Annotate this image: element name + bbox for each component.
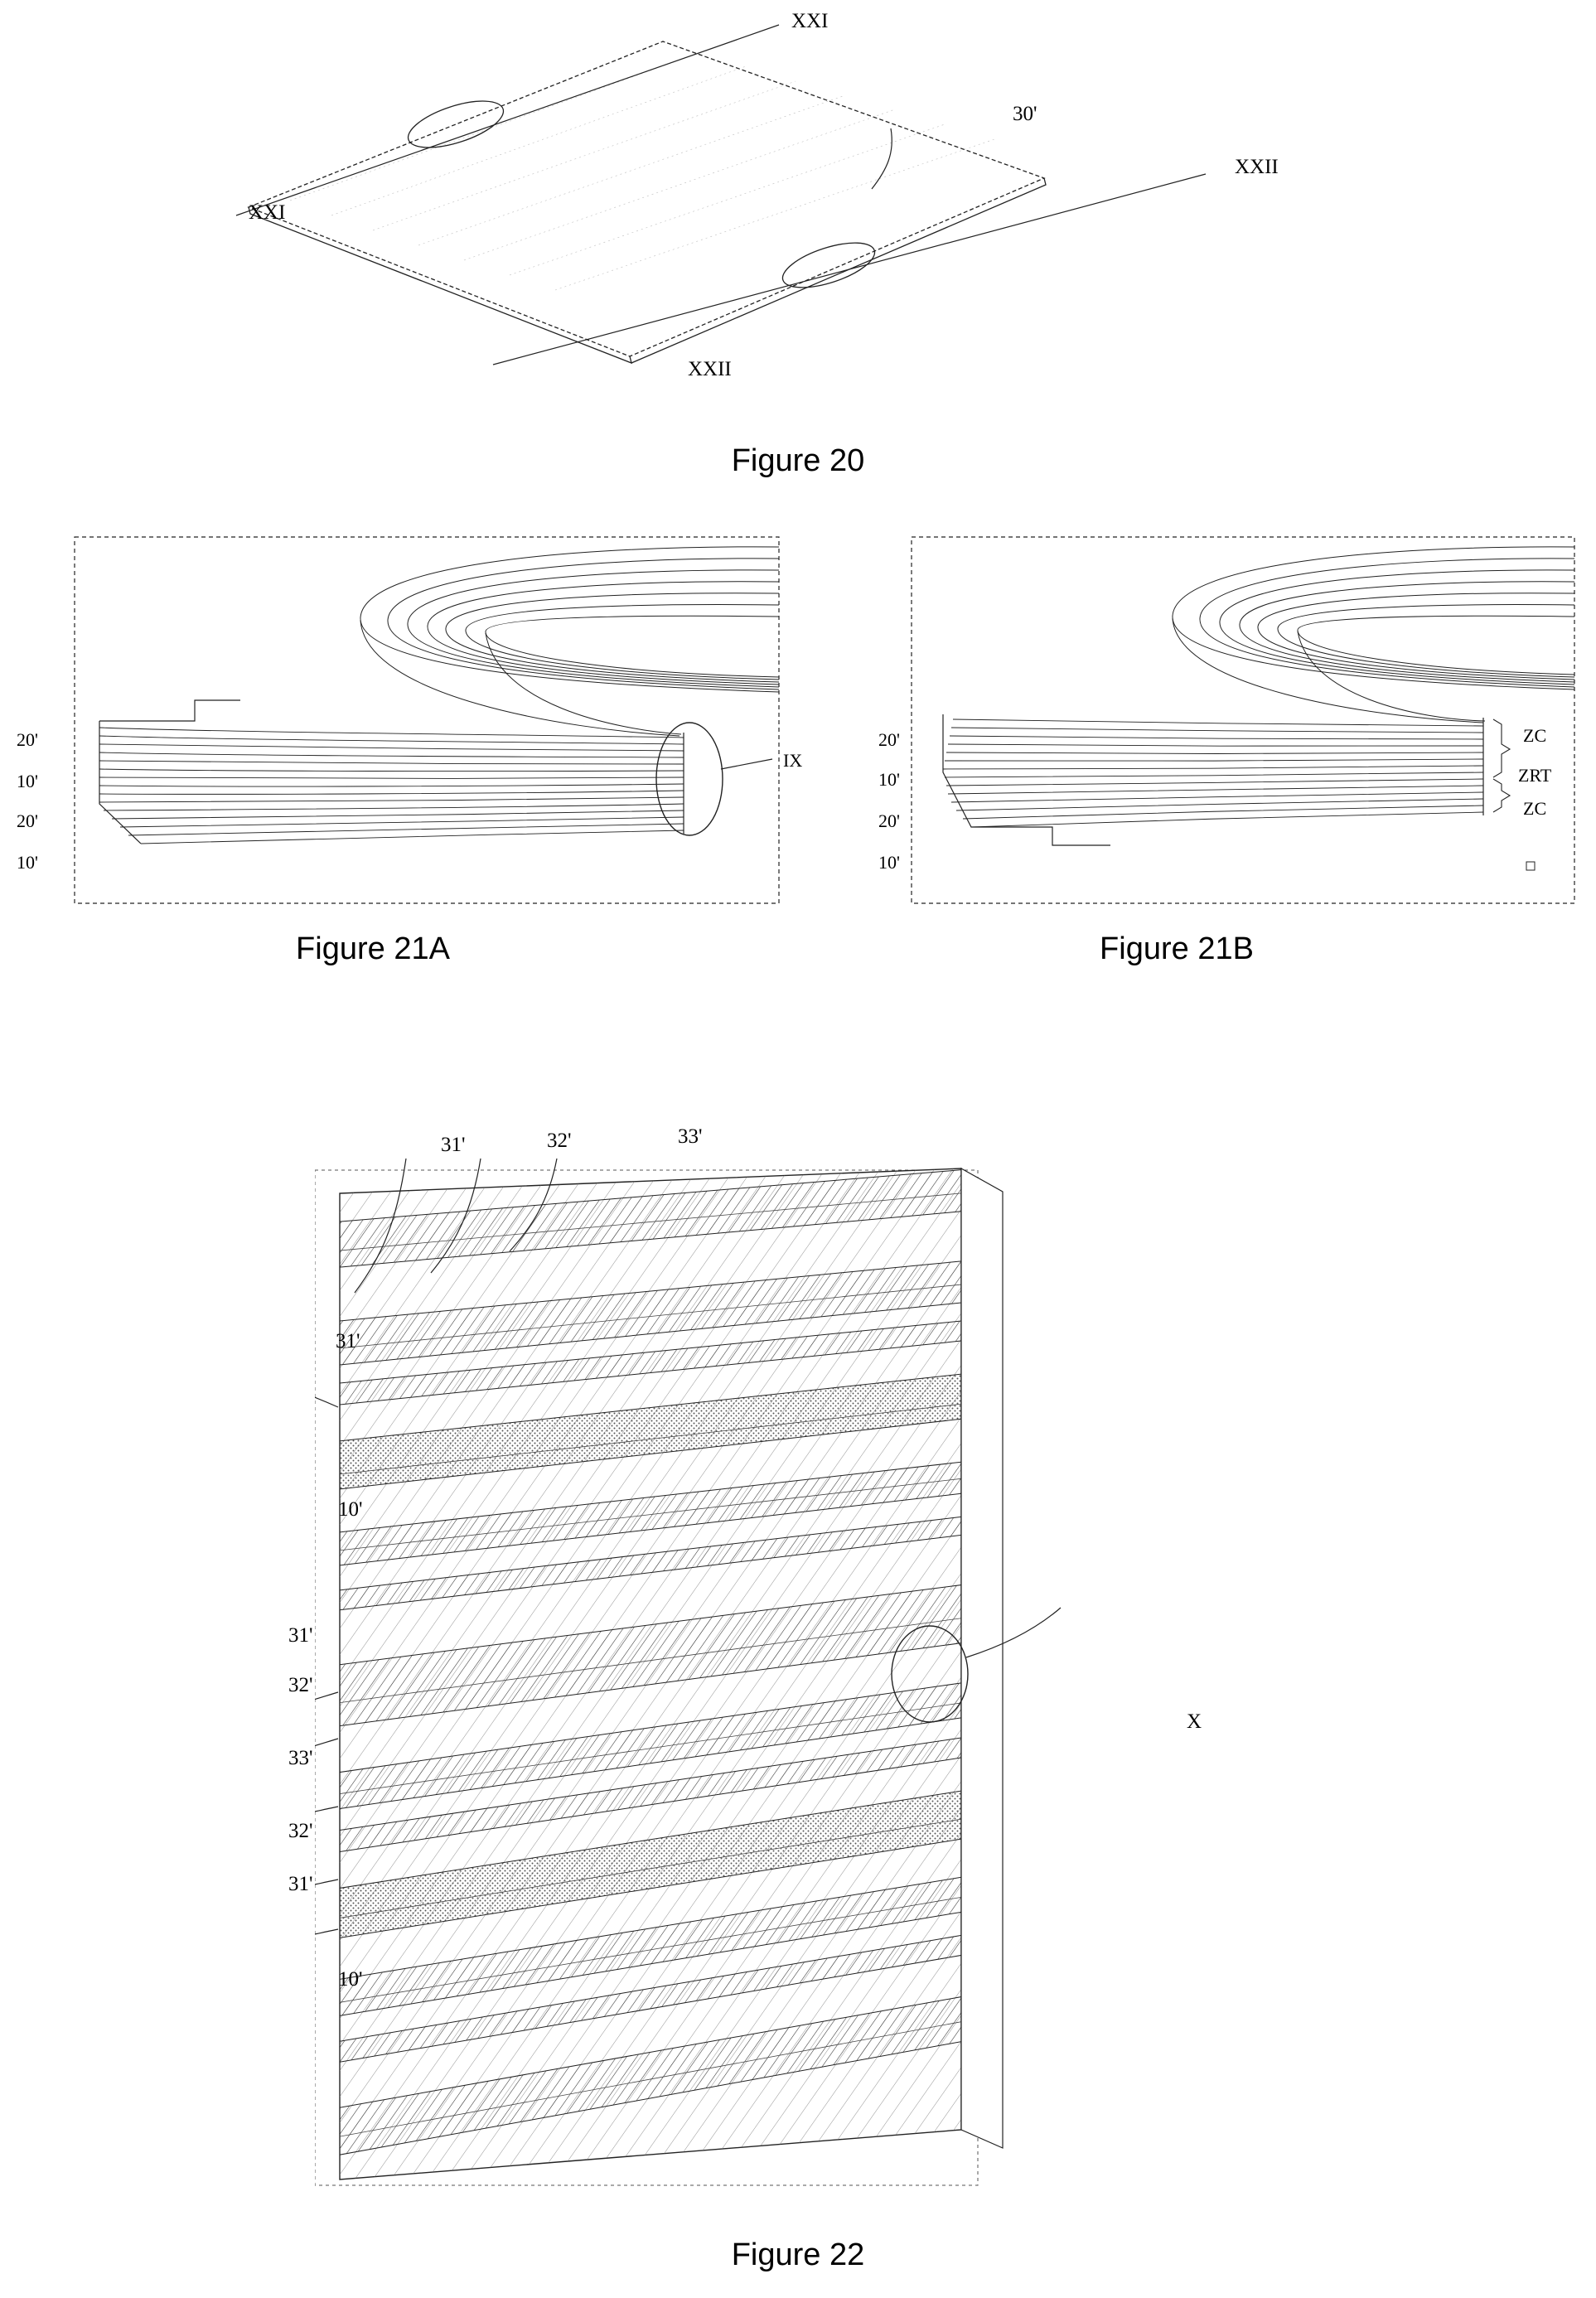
figure-20-caption: Figure 20 xyxy=(731,443,865,478)
figure-21a-drawing xyxy=(66,530,796,920)
label-20prime-b2: 20' xyxy=(878,810,900,831)
label-zc-top: ZC xyxy=(1523,725,1547,746)
label-10prime-a2: 10' xyxy=(17,852,38,873)
label-31prime-left1: 31' xyxy=(336,1330,360,1352)
label-zrt: ZRT xyxy=(1518,765,1552,786)
label-31prime-top: 31' xyxy=(441,1134,466,1156)
label-zc-bottom: ZC xyxy=(1523,798,1547,819)
label-xxii-right: XXII xyxy=(1235,156,1279,178)
label-x-right: X xyxy=(1187,1710,1202,1733)
label-10prime-a1: 10' xyxy=(17,771,38,791)
label-10prime-left2: 10' xyxy=(338,1968,363,1991)
label-31prime-left3: 31' xyxy=(288,1873,313,1895)
label-xxi-left: XXI xyxy=(249,201,286,224)
label-xxii-bottom: XXII xyxy=(688,358,732,380)
label-10prime-left1: 10' xyxy=(338,1498,363,1521)
figure-20-drawing xyxy=(199,8,1409,414)
label-20prime-b1: 20' xyxy=(878,729,900,750)
label-20prime-a2: 20' xyxy=(17,810,38,831)
label-ix: IX xyxy=(783,750,803,771)
figure-22-drawing xyxy=(315,1144,1276,2213)
label-10prime-b2: 10' xyxy=(878,852,900,873)
label-33prime-top: 33' xyxy=(678,1125,703,1148)
label-10prime-b1: 10' xyxy=(878,769,900,790)
figure-22-caption: Figure 22 xyxy=(731,2238,865,2272)
figure-21b-drawing xyxy=(903,530,1583,920)
figure-21b-caption: Figure 21B xyxy=(1100,931,1254,966)
label-32prime-top: 32' xyxy=(547,1130,572,1152)
label-30prime: 30' xyxy=(1013,103,1037,125)
label-32prime-left1: 32' xyxy=(288,1674,313,1696)
label-31prime-left2: 31' xyxy=(288,1624,313,1647)
label-xxi-top: XXI xyxy=(791,10,829,32)
label-33prime-left: 33' xyxy=(288,1747,313,1769)
label-32prime-left2: 32' xyxy=(288,1820,313,1842)
figure-21a-caption: Figure 21A xyxy=(296,931,450,966)
label-20prime-a1: 20' xyxy=(17,729,38,750)
